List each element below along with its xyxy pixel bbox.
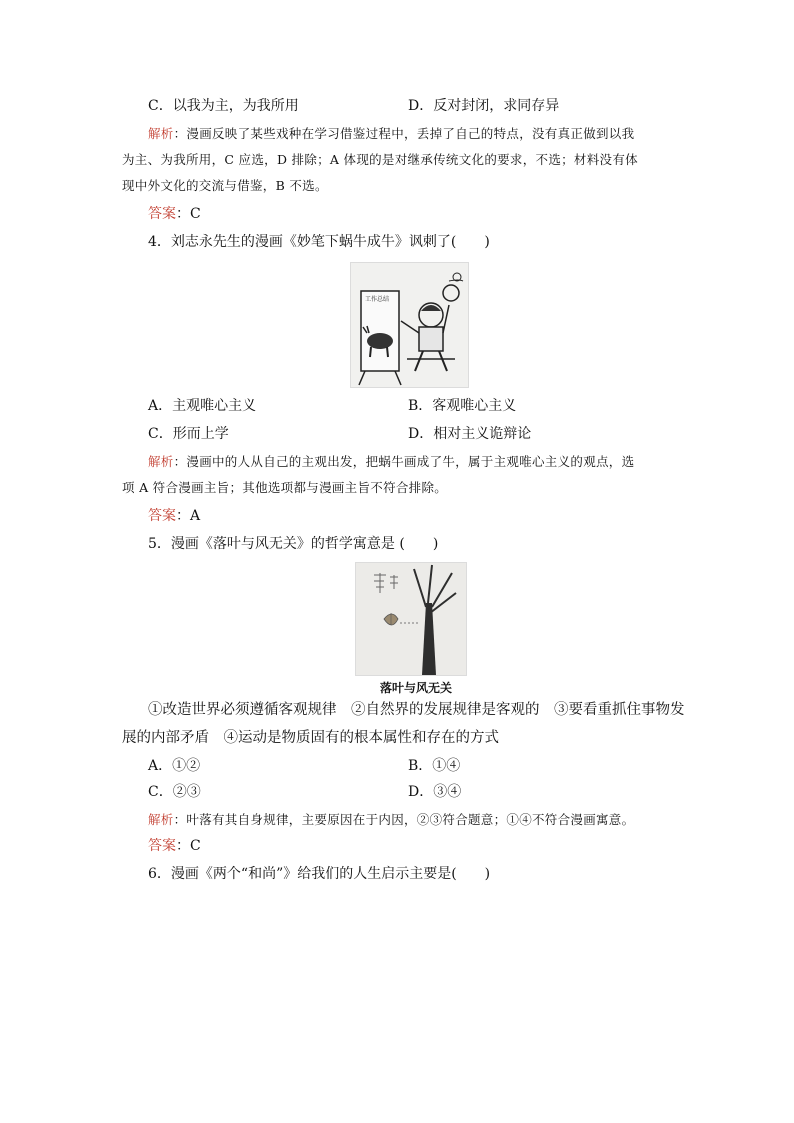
q4-question: 4．刘志永先生的漫画《妙笔下蜗牛成牛》讽刺了( ) (148, 234, 490, 250)
falling-leaf-drawing (356, 563, 466, 675)
q5-option-b: B．①④ (408, 758, 461, 774)
q5-answer: 答案：C (148, 838, 201, 854)
q4-analysis-line-2: 项 A 符合漫画主旨；其他选项都与漫画主旨不符合排除。 (122, 480, 448, 495)
q4-answer: 答案：A (148, 508, 201, 524)
answer-label: 答案 (148, 206, 176, 222)
falling-leaf-cartoon-image (355, 562, 467, 676)
q5-statements-line-2: 展的内部矛盾 ④运动是物质固有的根本属性和存在的方式 (122, 730, 499, 746)
q6-question: 6．漫画《两个“和尚”》给我们的人生启示主要是( ) (148, 866, 491, 882)
answer-label: 答案 (148, 838, 176, 854)
q5-option-a: A．①② (148, 758, 201, 774)
analysis-label: 解析 (148, 812, 174, 827)
figure-caption: 落叶与风无关 (380, 681, 453, 695)
q3-analysis-line-2: 为主、为我所用，C 应选，D 排除；A 体现的是对继承传统文化的要求，不选；材料没有体 (122, 152, 638, 167)
q3-answer: 答案：C (148, 206, 201, 222)
q5-question: 5．漫画《落叶与风无关》的哲学寓意是 ( ) (148, 536, 439, 552)
q5-option-c: C．②③ (148, 784, 201, 800)
q3-option-c: C．以我为主，为我所用 (148, 98, 299, 114)
q5-option-d: D．③④ (408, 784, 462, 800)
q5-statements-line-1: ①改造世界必须遵循客观规律 ②自然界的发展规律是客观的 ③要看重抓住事物发 (148, 702, 685, 718)
q4-analysis-line-1: 解析：漫画中的人从自己的主观出发，把蜗牛画成了牛，属于主观唯心主义的观点，选 (148, 454, 635, 469)
q4-option-b: B．客观唯心主义 (408, 398, 517, 414)
q3-analysis-line-3: 现中外文化的交流与借鉴，B 不选。 (122, 178, 328, 193)
q3-analysis-line-1: 解析：漫画反映了某些戏种在学习借鉴过程中，丢掉了自己的特点，没有真正做到以我 (148, 126, 635, 141)
answer-label: 答案 (148, 508, 176, 524)
q3-option-d: D．反对封闭，求同存异 (408, 98, 560, 114)
q4-option-d: D．相对主义诡辩论 (408, 426, 532, 442)
q5-analysis: 解析：叶落有其自身规律，主要原因在于内因，②③符合题意；①④不符合漫画寓意。 (148, 812, 635, 827)
q4-option-a: A．主观唯心主义 (148, 398, 257, 414)
snail-cartoon-drawing (351, 263, 468, 387)
board-title: 工作总结 (365, 296, 390, 303)
analysis-label: 解析 (148, 126, 174, 141)
snail-cartoon-image (350, 262, 469, 388)
q4-option-c: C．形而上学 (148, 426, 229, 442)
analysis-label: 解析 (148, 454, 174, 469)
